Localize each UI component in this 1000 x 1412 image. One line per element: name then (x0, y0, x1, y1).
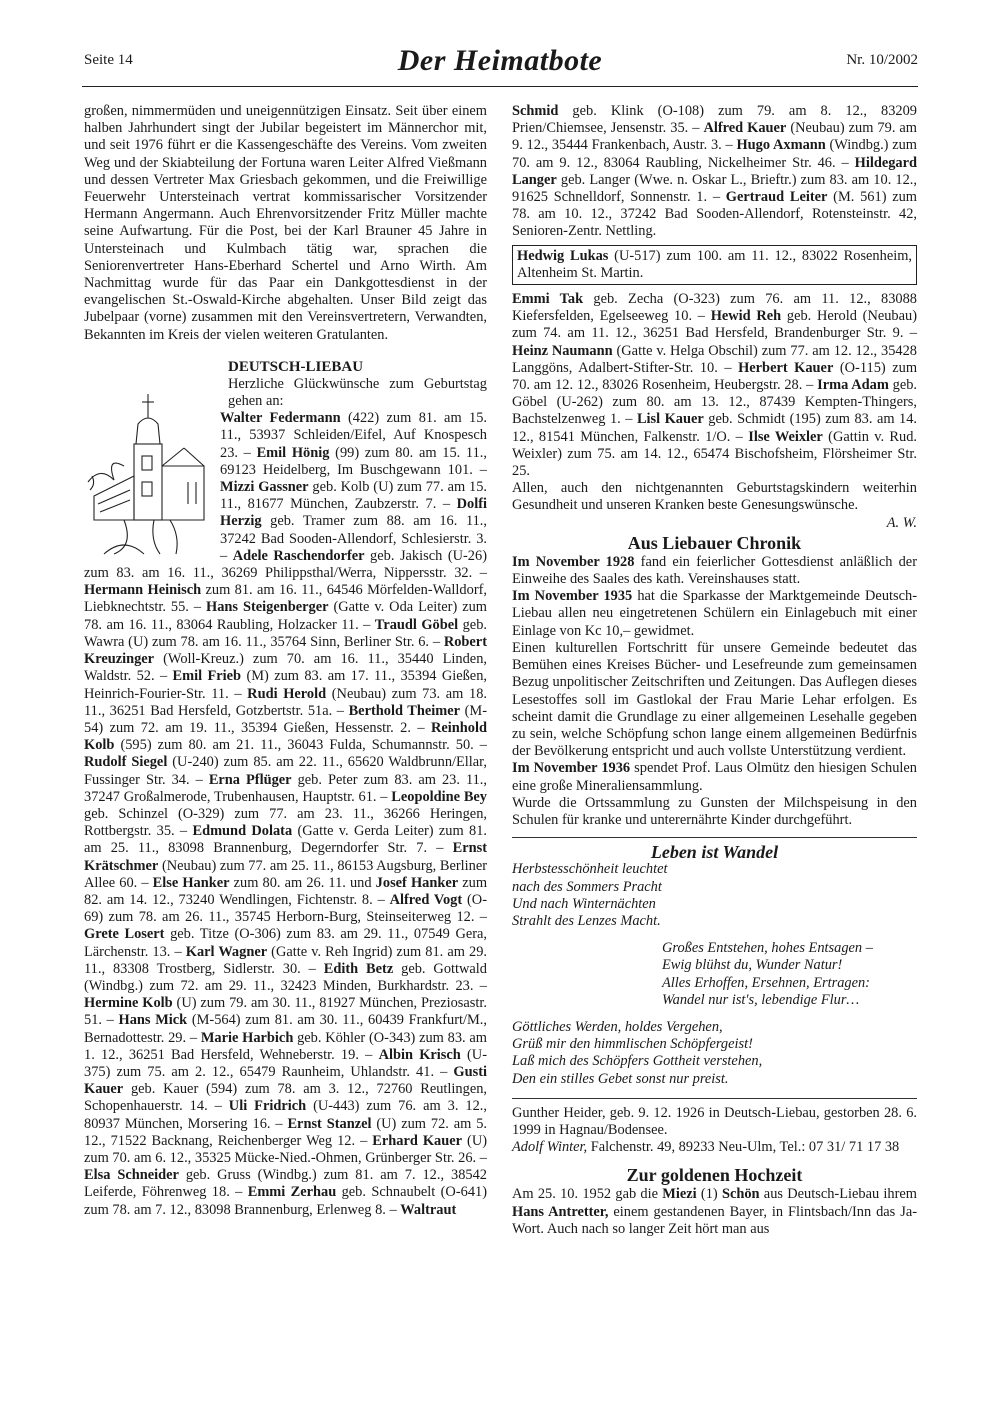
birthday-details: (M-564) zum 81. am 30. 11., 60439 Frankfurt/M., Bernadottestr. 29. – (84, 1012, 487, 1046)
person-name: Adele Raschendorfer (232, 547, 365, 564)
birthday-details: (U) zum 70. am 6. 12., 35325 Mücke-Nied.-Ohmen, Grünberger Str. 26. – (84, 1132, 488, 1166)
person-name: Erna Pflüger (208, 771, 292, 788)
poem-line: Grüß mir den himmlischen Schöpfergeist! (512, 1036, 753, 1053)
page-number: Seite 14 (84, 52, 133, 68)
birthday-list-right-b (512, 291, 917, 480)
birthday-details: zum 80. am 26. 11. und (229, 874, 376, 891)
church-drawing-icon (84, 386, 214, 556)
person-name: Hermine Kolb (84, 995, 173, 1012)
poem-line: Ewig blühst du, Wunder Natur! (662, 957, 843, 974)
poem-line: Großes Entstehen, hohes Entsagen – (662, 940, 873, 957)
birthday-list-right-a (512, 103, 917, 241)
birthday-details: geb. Zecha (O-323) zum 76. am 11. 12., 83088 Kiefersfelden, Egelseeweg 10. – (512, 291, 917, 325)
hochzeit-name: Schön (721, 1186, 760, 1203)
birthday-details: (Woll-Kreuz.) zum 70. am 16. 11., 35440 Linden, Waldstr. 52. – (84, 651, 487, 685)
birthday-details: geb. Tramer zum 88. am 16. 11., 37242 Bad Sooden-Allendorf, Schlesierstr. 3. – (220, 513, 487, 564)
poem-line: Göttliches Werden, holdes Vergehen, (512, 1018, 723, 1035)
person-name: Lisl Kauer (636, 411, 704, 428)
birthday-details: zum 81. am 16. 11., 64546 Mörfelden-Walldorf, Liebknechtstr. 55. – (84, 582, 487, 616)
birthday-details: (O-115) zum 70. am 12. 12., 83026 Rosenheim, Heubergstr. 28. – (512, 359, 918, 394)
poem-line: Den ein stilles Gebet sonst nur preist. (512, 1070, 729, 1087)
poem-line: Alles Erhoffen, Ersehnen, Ertragen: (662, 974, 870, 991)
birthday-details: geb. Schnaubelt (O-641) zum 78. am 7. 12., 83098 Brannenburg, Erlenweg 8. – (84, 1184, 487, 1218)
birthday-details: geb. Langer (Wwe. n. Oskar L., Brieftr.) zum 83. am 10. 12., 91625 Schnelldorf, Sonnenstr. 1. – (512, 171, 917, 206)
person-name: Reinhold Kolb (84, 719, 487, 754)
issue-number: Nr. 10/2002 (846, 52, 918, 68)
person-name: Dolfi Herzig (220, 496, 487, 530)
chronik-entry (512, 760, 917, 794)
person-name: Gertraud Leiter (725, 189, 828, 206)
person-name: Erhard Kauer (372, 1132, 463, 1149)
person-name: Ernst Krätschmer (84, 840, 487, 874)
person-name: Elsa Schneider (84, 1167, 179, 1184)
person-name: Marie Harbich (200, 1029, 294, 1046)
boxed-name: Hedwig Lukas (517, 247, 609, 264)
poem-author: Gunther Heider, geb. 9. 12. 1926 in Deutsch-Liebau, gestorben 28. 6. 1999 in Hagnau/Bodensee. (512, 1104, 917, 1138)
birthday-details: geb. Klink (O-108) zum 79. am 8. 12., 83209 Prien/Chiemsee, Jensenstr. 35. – (512, 103, 917, 137)
birthday-details: geb. Köhler (O-343) zum 83. am 1. 12., 36251 Bad Hersfeld, Wehneberstr. 19. – (84, 1029, 487, 1063)
chronik-entry (512, 795, 917, 829)
person-name: Grete Losert (84, 926, 165, 943)
contact-line (512, 1139, 917, 1156)
birthday-details: (U) zum 72. am 5. 12., 71522 Backnang, Reichenberger Weg 12. – (84, 1115, 487, 1149)
chronik-entry (512, 588, 917, 640)
person-name: Rudi Herold (247, 685, 327, 702)
poem-line: Laß mich des Schöpfers Gottheit verstehen, (512, 1053, 763, 1070)
birthday-details: (422) zum 81. am 15. 11., 53937 Schleiden/Eifel, Auf Knospesch 23. – (220, 410, 487, 461)
hochzeit-title: Zur goldenen Hochzeit (626, 1165, 803, 1186)
birthday-details: geb. Herold (Neubau) zum 74. am 11. 12., 36251 Bad Hersfeld, Brandenburger Str. 9. – (512, 308, 918, 342)
birthday-details: geb. Peter zum 83. am 23. 11., 37247 Großalmerode, Trubenhausen, Hauptstr. 61. – (84, 771, 488, 805)
person-name: Schmid (512, 103, 559, 119)
person-name: Edith Betz (323, 960, 394, 977)
birthday-intro: Herzliche Glückwünsche zum Geburtstag gehen an: (228, 375, 487, 410)
poem-stanza (512, 940, 917, 1009)
person-name: Gusti Kauer (84, 1063, 487, 1098)
closing-signature: A. W. (886, 514, 917, 531)
poem (512, 861, 917, 1087)
chronik-date: Im November 1935 (512, 588, 633, 605)
birthday-details: (Gatte v. Helga Obschil) zum 77. am 12. 12., 35428 Langgöns, Adalbert-Stifter-Str. 10. – (512, 342, 917, 376)
birthday-details: (Gattin v. Rud. Weixler) zum 75. am 14. 12., 65474 Bischofsheim, Flörsheimer Str. 25. (512, 428, 918, 480)
poem-line: Herbstesschönheit leuchtet (512, 861, 668, 878)
hochzeit-segment: (1) (696, 1186, 722, 1203)
birthday-details: (U) zum 79. am 30. 11., 81927 München, Preziosastr. 51. – (84, 995, 487, 1029)
hochzeit-segment: einem gestandenen Bayer, in Flintsbach/Inn das Ja-Wort. Auch nach so langer Zeit hört man aus (512, 1203, 917, 1237)
birthday-details: geb. Schmidt (195) zum 83. am 14. 12., 81541 München, Falkenstr. 1/O. – (512, 411, 917, 445)
birthday-details: geb. Titze (O-306) zum 83. am 29. 11., 07549 Gera, Lärchenstr. 13. – (84, 926, 488, 960)
birthday-details: geb. Kauer (594) zum 78. am 3. 12., 72760 Reutlingen, Schopenhauerstr. 14. – (84, 1081, 487, 1115)
birthday-details: (Gatte v. Reh Ingrid) zum 81. am 29. 11., 83308 Trostberg, Sidlerstr. 30. – (84, 943, 487, 977)
birthday-details: geb. Jakisch (U-26) zum 83. am 16. 11., 36269 Philippsthal/Werra, Nippersstr. 32. – (84, 547, 487, 582)
header-rule (82, 86, 918, 87)
person-name: Ernst Stanzel (287, 1115, 372, 1132)
person-name: Else Hanker (152, 874, 230, 891)
chronik-date: Im November 1936 (512, 760, 631, 777)
section-heading-deutsch-liebau: DEUTSCH-LIEBAU (228, 358, 364, 375)
person-name: Hans Mick (118, 1012, 188, 1029)
person-name: Robert Kreuzinger (84, 633, 487, 668)
birthday-details: (99) zum 80. am 15. 11., 69123 Heidelberg, Im Buschgewann 101. – (220, 444, 487, 478)
birthday-details: (U-375) zum 75. am 2. 12., 65479 Raunheim, Uhlandstr. 41. – (84, 1046, 487, 1080)
person-name: Hewid Reh (710, 308, 782, 325)
birthday-details: (O-69) zum 78. am 26. 11., 35745 Herborn-Burg, Steinseiterweg 12. – (84, 891, 487, 926)
birthday-details: geb. Gruss (Windbg.) zum 81. am 7. 12., 38542 Leiferde, Föhrenweg 18. – (84, 1167, 487, 1201)
person-name: Irma Adam (817, 377, 889, 394)
contact-text: Falchenstr. 49, 89233 Neu-Ulm, Tel.: 07 31/ 71 17 38 (587, 1139, 900, 1156)
birthday-details: (U-443) zum 76. am 3. 12., 80937 München, Morsering 16. – (84, 1098, 487, 1132)
chronik-date: Im November 1928 (512, 553, 635, 570)
article-continuation: großen, nimmermüden und uneigennützigen Einsatz. Seit über einem halben Jahrhundert singt der Jubilar begeistert im Männerchor mit, und seit 1976 führt er die Kassengeschäfte des Vereins. Vom zweiten Weg und der Skiabteilung der Fortuna waren Leiter Alfred Vießmann und dessen Vertreter Max Griesbach gekommen, und die Freiwillige Feuerwehr Untersteinach vertrat kommissarischer Vorsitzender Hermann Angermann. Auch Ehrenvorsitzender Fritz Müller machte seine Aufwartung. Für die Post, bei der Karl Brauner 45 Jahre in Untersteinach und Kulmbach tätig war, sprachen die Seniorenvertreter Hans-Eberhard Schertel und Arno Wirth. Am Nachmittag wurde für das Paar ein Dankgottesdienst in der evangelischen St.-Oswald-Kirche abgehalten. Unser Bild zeigt das Jubelpaar (vorne) zusammen mit den Vereinsvertretern, Verwandten, Bekannten im Kreis der vielen weiteren Gratulanten. (84, 103, 487, 343)
person-name: Mizzi Gassner (220, 479, 309, 496)
chronik-text: spendet Prof. Laus Olmütz den hiesigen Schulen eine große Mineraliensammlung. (512, 760, 917, 794)
chronik-text: Einen kulturellen Fortschritt für unsere Gemeinde bedeutet das Bemühen eines Kreises Bücher- und Lesefreunde zum gemeinsamen Bezug unpolitischer Zeitschriften und Zeitungen. Das Auflegen dieses Lesestoffes soll im Gastlokal der Frau Marie Lehar erfolgen. Es scheint damit die Grundlage zu einer allgemeinen Lesehalle gegeben zu sein, welche Schöpfung schon lange einem allgemeinen Bedürfnis der Bevölkerung entspricht und auch vollste Unterstützung verdient. (512, 639, 917, 760)
person-name: Alfred Kauer (703, 120, 787, 137)
birthday-details: (Gatte v. Gerda Leiter) zum 81. am 25. 11., 83098 Brannenburg, Degerndorfer Str. 7. – (84, 823, 488, 857)
chronik-entry (512, 640, 917, 760)
person-name: Emil Hönig (256, 444, 330, 461)
left-column (84, 103, 487, 1219)
person-name: Karl Wagner (185, 943, 268, 960)
birthday-details: geb. Göbel (U-262) zum 80. am 13. 12., 87439 Kempten-Thingers, Bachstelzenweg 1. – (512, 377, 917, 428)
person-name: Edmund Dolata (192, 823, 293, 840)
birthday-details: (M) zum 83. am 17. 11., 35394 Gießen, Heinrich-Fourier-Str. 11. – (84, 668, 487, 702)
chronik-entry (512, 554, 917, 588)
birthday-details: zum 82. am 14. 12., 73240 Wendlingen, Fichtenstr. 8. – (84, 874, 488, 908)
highlight-box-100th-birthday (512, 245, 917, 285)
chronik-entries (512, 554, 917, 829)
hochzeit-segment: aus Deutsch-Liebau ihrem (759, 1186, 917, 1203)
birthday-details: (Windbg.) zum 70. am 9. 12., 83064 Raubling, Nickelheimer Str. 46. – (512, 137, 917, 171)
birthday-details: (595) zum 80. am 21. 11., 36043 Fulda, Schumannstr. 50. – (114, 737, 487, 754)
person-name: Berthold Theimer (348, 702, 461, 719)
person-name: Josef Hanker (375, 874, 459, 891)
person-name: Hermann Heinisch (84, 582, 202, 599)
contact-name: Adolf Winter, (512, 1139, 588, 1156)
person-name: Albin Krisch (378, 1046, 461, 1063)
hochzeit-text (512, 1186, 917, 1238)
person-name: Uli Fridrich (228, 1098, 307, 1115)
person-name: Hugo Axmann (736, 137, 826, 154)
masthead-logo: Der Heimatbote (397, 44, 603, 77)
boxed-text: (U-517) zum 100. am 11. 12., 83022 Rosenheim, Altenheim St. Martin. (517, 247, 912, 281)
birthday-details: (Neubau) zum 79. am 9. 12., 35444 Frankenbach, Austr. 3. – (512, 120, 917, 154)
poem-divider (512, 1098, 917, 1099)
person-name: Waltraut (400, 1201, 457, 1218)
birthday-details: (Gatte v. Oda Leiter) zum 78. am 16. 11., 83064 Raubling, Holzacker 11. – (84, 599, 488, 633)
birthday-details: (U-240) zum 85. am 22. 11., 65620 Waldbrunn/Ellar, Fussinger Str. 34. – (84, 754, 487, 788)
church-sketch (84, 386, 214, 556)
birthday-details: geb. Gottwald (Windbg.) zum 72. am 29. 11., 32423 Minden, Burkhardstr. 23. – (84, 960, 487, 994)
birthday-details: (M-54) zum 72. am 19. 11., 35394 Gießen, Hessenstr. 2. – (84, 702, 487, 736)
person-name: Herbert Kauer (738, 359, 834, 376)
person-name: Walter Federmann (220, 410, 341, 427)
poem-stanza (512, 861, 917, 930)
person-name: Leopoldine Bey (391, 788, 487, 805)
person-name: Emmi Zerhau (247, 1184, 337, 1201)
chronik-text: fand ein feierlicher Gottesdienst anläßlich der Einweihe des Saales des kath. Vereinshauses statt. (512, 553, 917, 588)
person-name: Alfred Vogt (389, 891, 463, 908)
poem-title: Leben ist Wandel (650, 842, 779, 863)
poem-stanza (512, 1019, 917, 1088)
birthday-details: geb. Kolb (U) zum 77. am 15. 11., 81677 München, Zaubzerstr. 7. – (220, 479, 487, 513)
person-name: Hans Steigenberger (206, 599, 329, 616)
chronik-text: hat die Sparkasse der Marktgemeinde Deutsch-Liebau allen neu eingetretenen Schülern ein Einlagebuch mit einer Einlage von Kc 10,– gewidmet. (512, 588, 917, 639)
hochzeit-name: Hans Antretter, (512, 1203, 609, 1220)
birthday-details: geb. Schinzel (O-329) zum 77. am 23. 11., 36266 Heringen, Rottbergstr. 35. – (84, 805, 487, 840)
person-name: Heinz Naumann (512, 342, 613, 359)
poem-line: Wandel nur ist's, lebendige Flur… (662, 991, 860, 1008)
right-column (512, 103, 917, 1238)
birthday-details: (M. 561) zum 78. am 10. 12., 37242 Bad Sooden-Allendorf, Rotensteinstr. 42, Senioren-Zentr. Nettling. (512, 189, 918, 240)
poem-line: Und nach Winternächten (512, 895, 656, 912)
person-name: Emil Frieb (172, 668, 242, 685)
section-divider (512, 837, 917, 838)
closing-wishes: Allen, auch den nichtgenannten Geburtstagskindern weiterhin Gesundheit und unseren Kranken beste Genesungswünsche. (512, 480, 917, 514)
hochzeit-segment: Am 25. 10. 1952 gab die (512, 1186, 663, 1203)
poem-line: Strahlt des Lenzes Macht. (512, 912, 661, 929)
poem-line: nach des Sommers Pracht (512, 878, 662, 895)
person-name: Traudl Göbel (374, 616, 459, 633)
hochzeit-name: Miezi (662, 1186, 697, 1203)
person-name: Rudolf Siegel (84, 754, 168, 771)
chronik-text: Wurde die Ortssammlung zu Gunsten der Milchspeisung in den Schulen für kranke und unterernährte Kinder durchgeführt. (512, 794, 917, 828)
birthday-details: (Neubau) zum 77. am 25. 11., 86153 Augsburg, Berliner Allee 60. – (84, 857, 487, 891)
chronik-title: Aus Liebauer Chronik (627, 532, 802, 553)
birthday-details: (Neubau) zum 73. am 18. 11., 36251 Bad Hersfeld, Gotzbertstr. 51a. – (84, 685, 487, 719)
birthday-details: geb. Wawra (U) zum 78. am 16. 11., 35764 Sinn, Berliner Str. 6. – (84, 616, 487, 650)
person-name: Emmi Tak (512, 291, 584, 308)
person-name: Ilse Weixler (748, 428, 823, 445)
person-name: Hildegard Langer (512, 154, 917, 188)
